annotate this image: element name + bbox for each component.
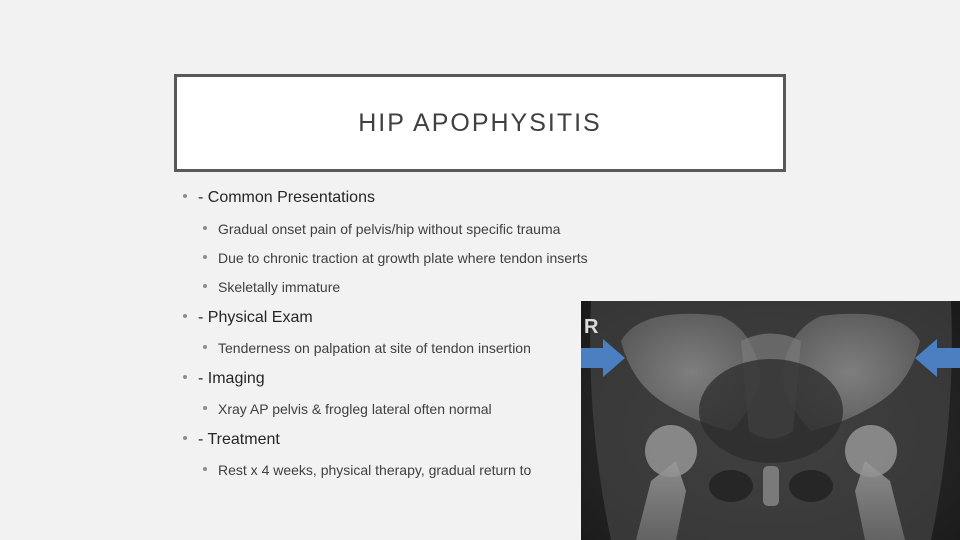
- section-heading-physical-exam: [183, 309, 313, 327]
- heading-text: - Treatment: [198, 431, 280, 448]
- item-text: Xray AP pelvis & frogleg lateral often normal: [218, 401, 492, 417]
- bullet-icon: [203, 226, 207, 230]
- bullet-icon: [203, 406, 207, 410]
- list-item: [203, 279, 340, 295]
- xray-marker-label: R: [584, 316, 599, 338]
- item-text: Gradual onset pain of pelvis/hip without specific trauma: [218, 221, 561, 237]
- slide-title: HIP APOPHYSITIS: [358, 108, 602, 137]
- heading-text: - Common Presentations: [198, 189, 375, 206]
- heading-text: - Imaging: [198, 370, 265, 387]
- section-heading-imaging: [183, 370, 265, 388]
- pelvis-xray-image: [581, 301, 960, 540]
- list-item: [203, 340, 531, 356]
- item-text: Skeletally immature: [218, 279, 341, 295]
- item-text: Due to chronic traction at growth plate where tendon inserts: [218, 250, 588, 266]
- list-item: [203, 221, 560, 237]
- bullet-icon: [183, 314, 187, 318]
- title-box: [174, 74, 786, 172]
- section-heading-common-presentations: [183, 189, 375, 207]
- bullet-icon: [203, 467, 207, 471]
- item-text: Tenderness on palpation at site of tendon insertion: [218, 340, 531, 356]
- list-item: [203, 401, 492, 417]
- bullet-icon: [203, 255, 207, 259]
- bullet-icon: [183, 436, 187, 440]
- bullet-icon: [183, 375, 187, 379]
- list-item: [203, 462, 531, 478]
- item-text: Rest x 4 weeks, physical therapy, gradual return to: [218, 462, 532, 478]
- list-item: [203, 250, 588, 266]
- bullet-icon: [203, 345, 207, 349]
- section-heading-treatment: [183, 431, 280, 449]
- bullet-icon: [203, 284, 207, 288]
- heading-text: - Physical Exam: [198, 309, 313, 326]
- bullet-icon: [183, 194, 187, 198]
